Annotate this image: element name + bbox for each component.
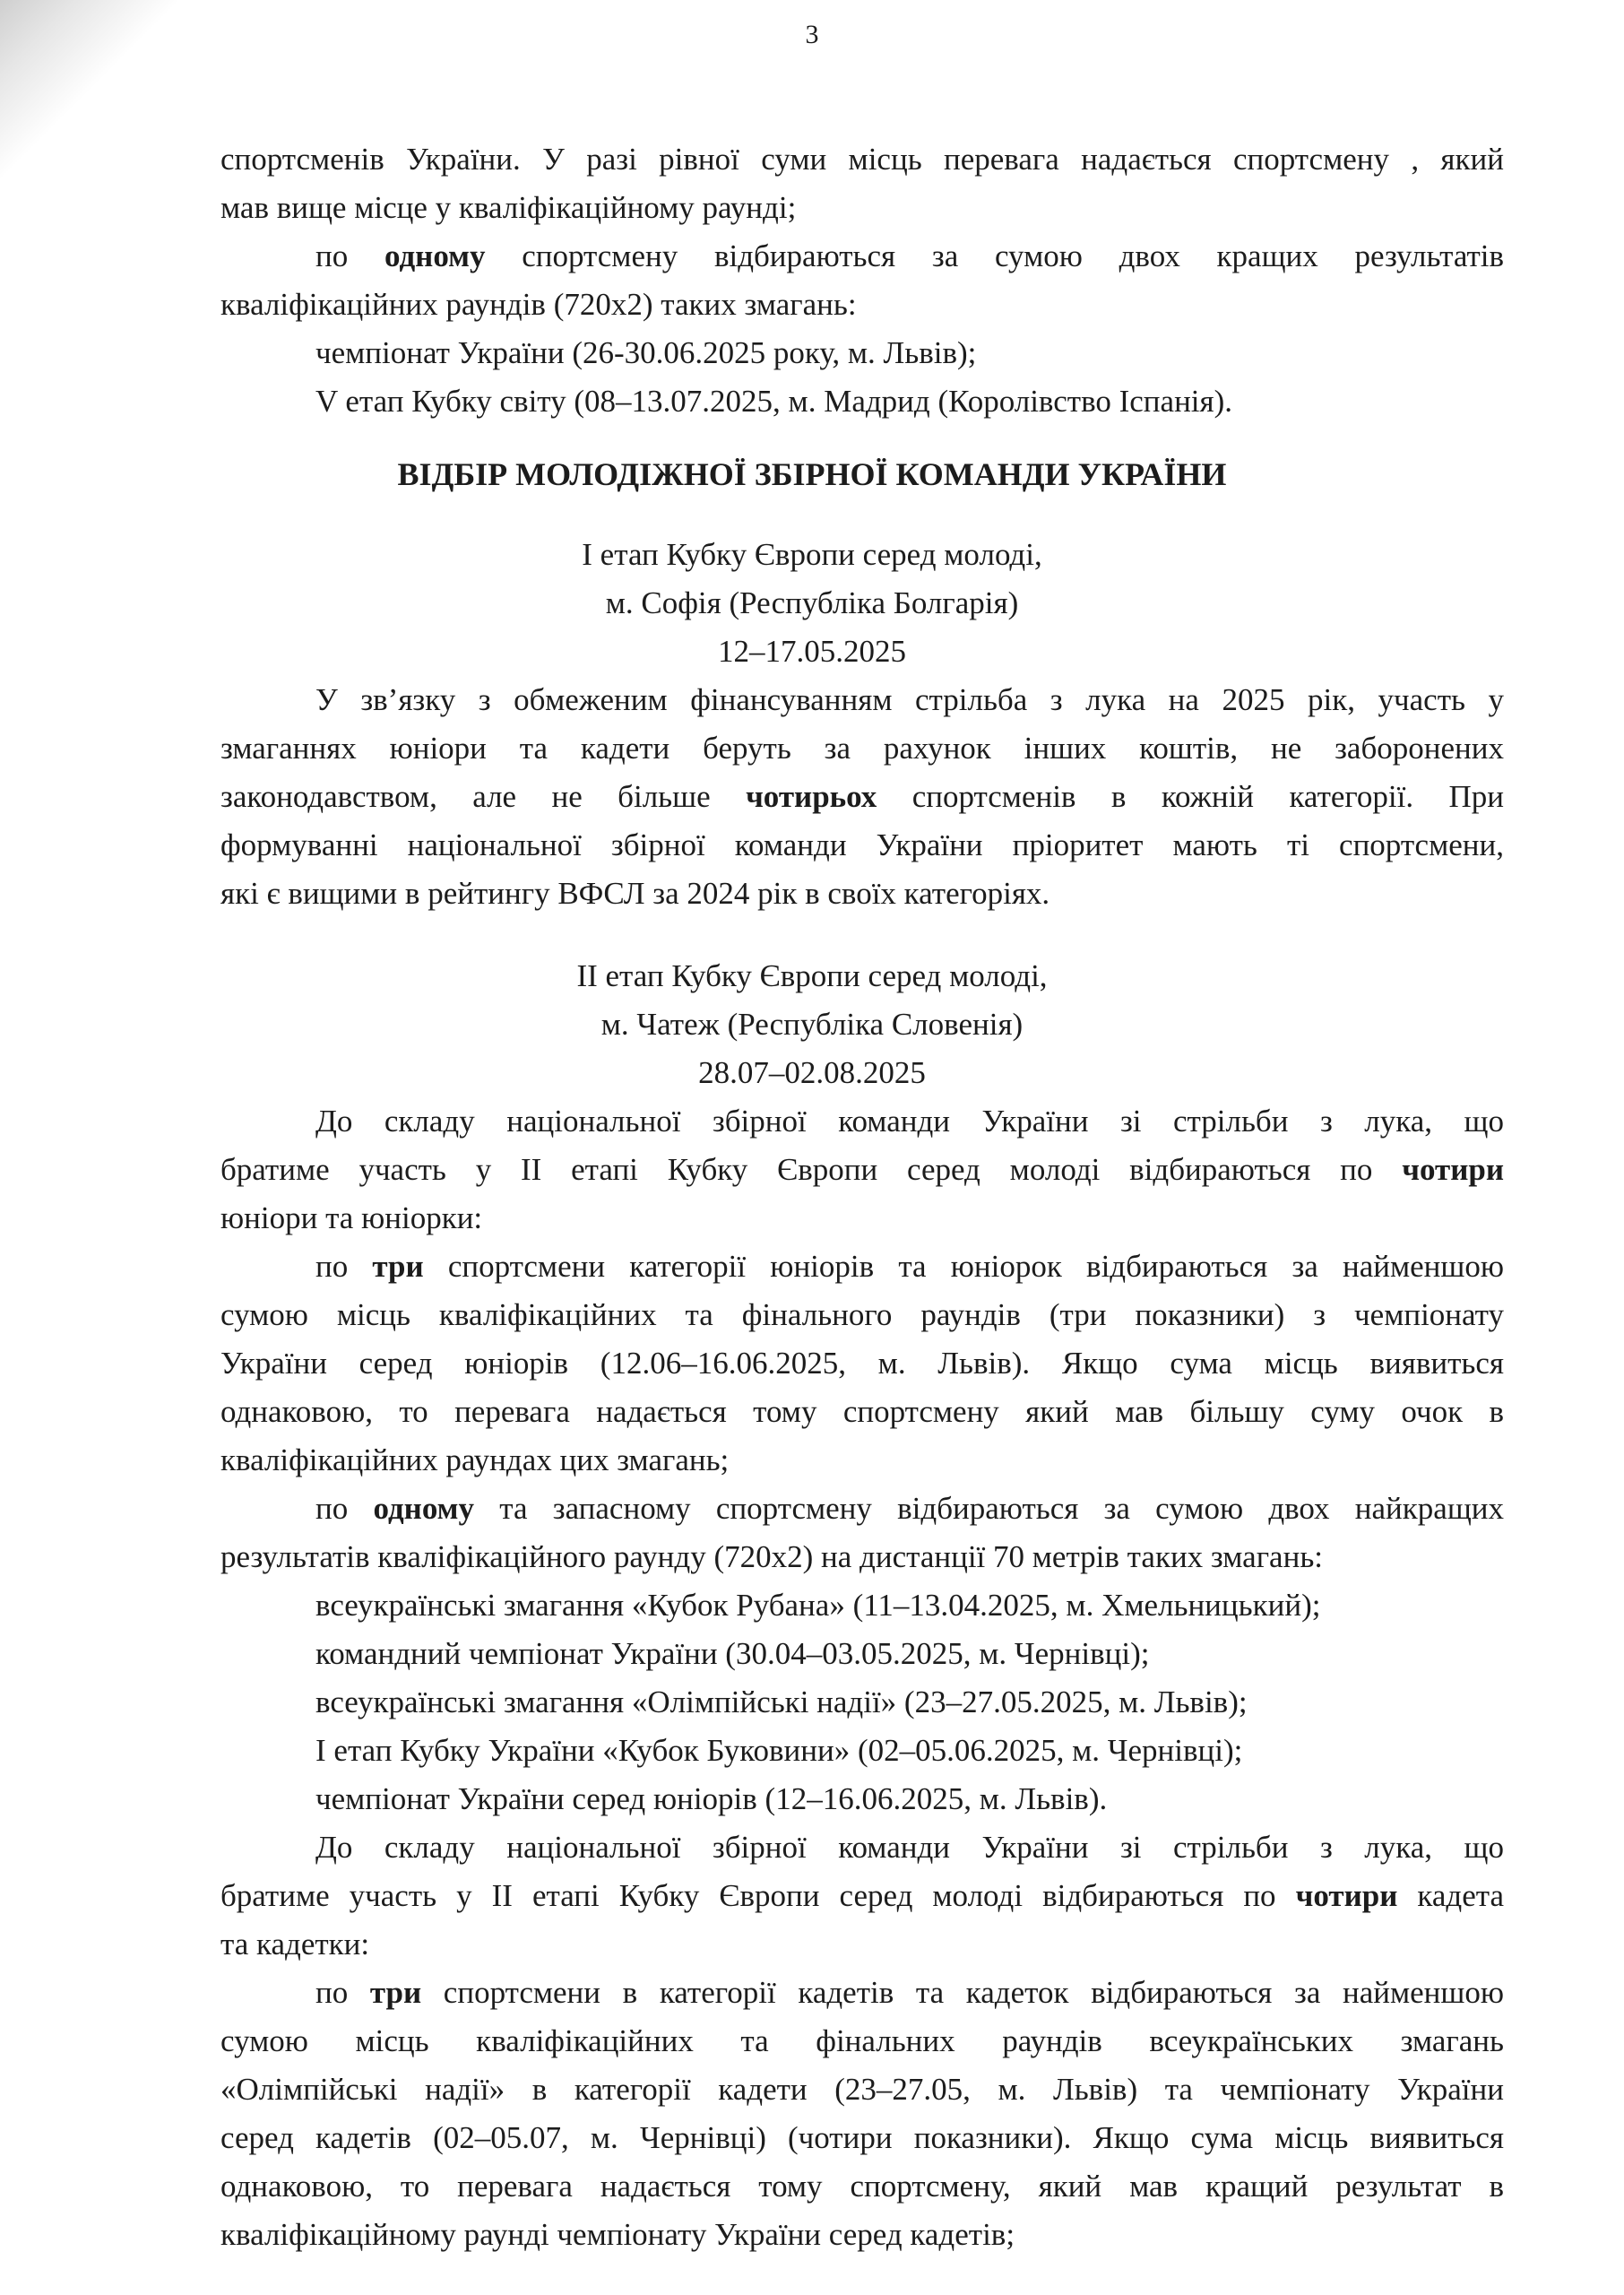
text-line: мав вище місце у кваліфікаційному раунді; [220,190,797,225]
text-line: «Олімпійські надії» в категорії кадети (23–27.05, м. Львів) та чемпіонату України [220,2072,1504,2107]
text-line: До складу національної збірної команди України зі стрільби з лука, що [315,1830,1504,1865]
text-line: які є вищими в рейтингу ВФСЛ за 2024 рік в своїх категоріях. [220,876,1050,911]
text-line: спортсменів України. У разі рівної суми місць перевага надається спортсмену , який [220,142,1504,177]
text-line: кваліфікаційних раундах цих змагань; [220,1442,730,1477]
text-line: У зв’язку з обмеженим фінансуванням стрільба з лука на 2025 рік, участь у [315,682,1504,717]
text-line: юніори та юніорки: [220,1200,483,1235]
text-line: кваліфікаційних раундів (720х2) таких змагань: [220,287,857,322]
text-line: змаганнях юніори та кадети беруть за рахунок інших коштів, не заборонених [220,731,1504,766]
event-location: м. Чатеж (Республіка Словенія) [600,1007,1024,1042]
list-item: командний чемпіонат України (30.04–03.05.2025, м. Чернівці); [315,1636,1150,1671]
text-line: сумою місць кваліфікаційних та фінального раундів (три показники) з чемпіонату [220,1297,1504,1332]
text-line: по одному та запасному спортсмену відбираються за сумою двох найкращих [315,1491,1505,1526]
section-heading: ВІДБІР МОЛОДІЖНОЇ ЗБІРНОЇ КОМАНДИ УКРАЇНИ [397,456,1227,492]
text-line: однаковою, то перевага надається тому спортсмену, який мав кращий результат в [220,2169,1504,2204]
text-line: серед кадетів (02–05.07, м. Чернівці) (чотири показники). Якщо сума місць виявиться [220,2120,1504,2155]
event-title: І етап Кубку Європи серед молоді, [582,537,1042,572]
text-line: сумою місць кваліфікаційних та фінальних раундів всеукраїнських змагань [220,2023,1504,2058]
list-item: чемпіонат України серед юніорів (12–16.06.2025, м. Львів). [315,1781,1108,1816]
text-line: чемпіонат України (26-30.06.2025 року, м. Львів); [315,335,977,370]
list-item: всеукраїнські змагання «Кубок Рубана» (11–13.04.2025, м. Хмельницький); [315,1588,1321,1623]
event-dates: 12–17.05.2025 [718,634,906,669]
text-line: однаковою, то перевага надається тому спортсмену який мав більшу суму очок в [220,1394,1504,1429]
text-line: братиме участь у ІІ етапі Кубку Європи серед молоді відбираються по чотири [220,1152,1504,1187]
text-line: формуванні національної збірної команди України пріоритет мають ті спортсмени, [220,827,1504,862]
text-line: України серед юніорів (12.06–16.06.2025, м. Львів). Якщо сума місць виявиться [220,1346,1504,1381]
text-line: результатів кваліфікаційного раунду (720х2) на дистанції 70 метрів таких змагань: [220,1539,1324,1574]
page-number: 3 [805,20,819,49]
text-line: братиме участь у ІІ етапі Кубку Європи серед молоді відбираються по чотири кадета [220,1878,1505,1913]
text-line: по три спортсмени категорії юніорів та юніорок відбираються за найменшою [315,1249,1504,1284]
text-line: по одному спортсмену відбираються за сумою двох кращих результатів [315,238,1505,273]
text-line: До складу національної збірної команди України зі стрільби з лука, що [315,1104,1504,1139]
list-item: І етап Кубку України «Кубок Буковини» (02–05.06.2025, м. Чернівці); [315,1733,1243,1768]
event-dates: 28.07–02.08.2025 [698,1055,926,1090]
text-line: кваліфікаційному раунді чемпіонату України серед кадетів; [220,2217,1015,2252]
event-location: м. Софія (Республіка Болгарія) [605,585,1019,620]
text-line: та кадетки: [220,1927,370,1962]
list-item: всеукраїнські змагання «Олімпійські надії» (23–27.05.2025, м. Львів); [315,1684,1248,1719]
event-title: ІІ етап Кубку Європи серед молоді, [576,958,1048,993]
text-line: V етап Кубку світу (08–13.07.2025, м. Мадрид (Королівство Іспанія). [315,384,1233,419]
text-line: законодавством, але не більше чотирьох спортсменів в кожній категорії. При [220,779,1504,814]
text-line: по три спортсмени в категорії кадетів та кадеток відбираються за найменшою [315,1975,1505,2010]
